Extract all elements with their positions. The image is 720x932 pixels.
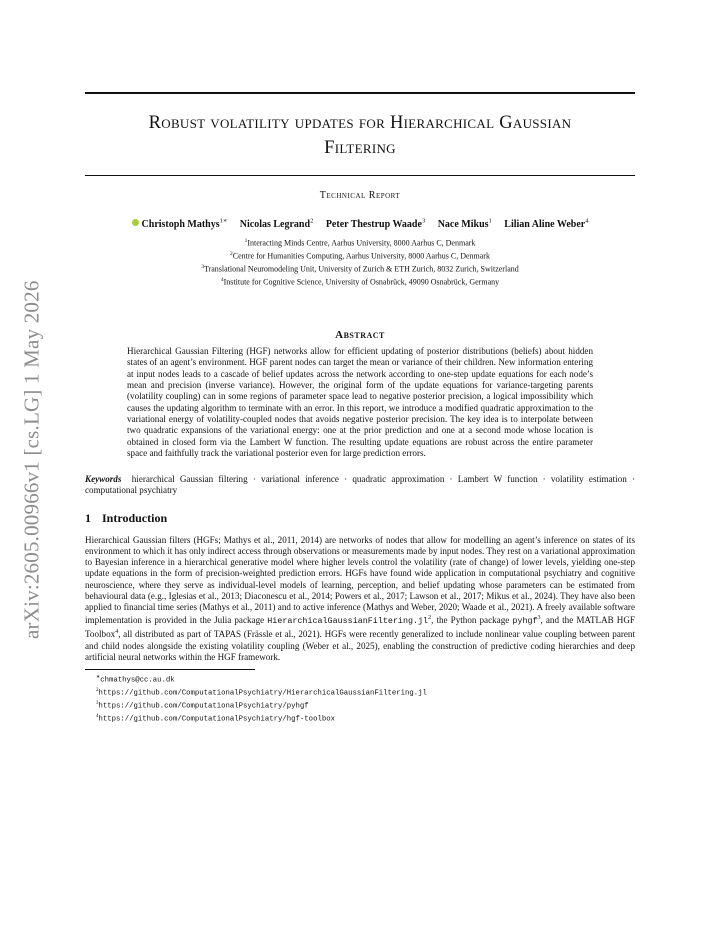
author-5: Lilian Aline Weber$^4$: [504, 218, 589, 231]
author-list: [85, 217, 635, 230]
affiliations: [85, 236, 635, 288]
title-top-rule: [85, 92, 635, 94]
author-2: Nicolas Legrand$^2$: [239, 218, 314, 231]
footnote-toolbox-link[interactable]: $^4$https://github.com/ComputationalPsychiatry/hgf-toolbox: [96, 713, 335, 724]
footnote-pyhgf-link[interactable]: $^3$https://github.com/ComputationalPsychiatry/pyhgf: [96, 700, 309, 711]
affiliation-2: $^2$Centre for Humanities Computing, Aarhus University, 8000 Aarhus C, Denmark: [230, 251, 490, 261]
affiliation-3: $^3$Translational Neuromodeling Unit, University of Zurich & ETH Zurich, 8032 Zurich, Switzerland: [201, 264, 519, 274]
introduction-paragraph: Hierarchical Gaussian filters (HGFs; Mathys et al., 2011, 2014) are networks of nodes that allow for modelling an agent’s inference on states of its environment to which it has only indirect access through observations or measurements made by input nodes. They rest on a variational approximation to Bayesian inference in a hierarchical generative model where higher levels control the volatility (rate of change) of lower levels, yielding one-step update equations in the form of precision-weighted prediction errors. HGFs have found wide application in computational psychiatry and cognitive neuroscience, where they serve as individual-level models of learning, perception, and belief updating whose parameters can be estimated from behavioural data (e.g., Iglesias et al., 2013; Diaconescu et al., 2014; Powers et al., 2017; Lawson et al., 2017; Mikus et al., 2024). They have also been applied to financial time series (Mathys et al., 2011) and to active inference (Mathys and Weber, 2020; Waade et al., 2021). A freely available software implementation is provided in the Julia package $HierarchicalGaussianFiltering.jl^2$, the Python package pyhgf$^3$, and the MATLAB HGF Toolbox$^4$, all distributed as part of TAPAS (Frässle et al., 2021). HGFs were recently generalized to include nonlinear value coupling between parent and child nodes alongside the existing volatility coupling (Weber et al., 2025), enabling the construction of predictive coding hierarchies and deep artificial neural networks within the HGF framework.: [85, 534, 635, 662]
author-3: Peter Thestrup Waade$^3$: [325, 218, 426, 231]
author-1: Christoph Mathys$^{1∗}$: [132, 219, 228, 230]
footnote-ref-3[interactable]: 3: [537, 615, 541, 622]
report-type: Technical Report: [319, 190, 401, 201]
section-number: 1: [85, 510, 91, 525]
affiliation-1: $^1$Interacting Minds Centre, Aarhus University, 8000 Aarhus C, Denmark: [244, 238, 476, 248]
keywords-list: hierarchical Gaussian filtering · variational inference · quadratic approximation · Lambert W function · volatility estimation · computational psychiatry: [85, 474, 636, 496]
footnote-ref-4[interactable]: 4: [115, 629, 119, 636]
keywords-label: Keywords: [85, 474, 122, 485]
arxiv-identifier: arXiv:2605.00966v1 [cs.LG] 1 May 2026: [19, 280, 44, 640]
keywords: [85, 474, 635, 497]
julia-package-name: HierarchicalGaussianFiltering.jl: [267, 616, 429, 627]
footnote-rule: [85, 669, 255, 670]
paper-page: [85, 92, 635, 725]
footnote-email[interactable]: ∗chmathys@cc.au.dk: [96, 675, 175, 685]
title-line-1: Robust volatility updates for Hierarchical Gaussian: [148, 113, 572, 133]
author-4: Nace Mikus$^1$: [437, 218, 492, 231]
footnote-julia-link[interactable]: $^2$https://github.com/ComputationalPsychiatry/HierarchicalGaussianFiltering.jl: [96, 687, 427, 698]
footnote-ref-2[interactable]: 2: [428, 615, 432, 622]
abstract-text: Hierarchical Gaussian Filtering (HGF) networks allow for efficient updating of posterior distributions (beliefs) about hidden states of an agent’s environment. HGF parent nodes can target the mean or variance of their children. New information entering at input nodes leads to a cascade of belief updates across the network according to one-step update equations for each node’s mean and precision (inverse variance). However, the original form of the update equations for variance-targeting parents (volatility coupling) can in some regions of parameter space lead to negative posterior precision, a logical impossibility which causes the updating algorithm to terminate with an error. In this report, we introduce a modified quadratic approximation to the variational energy of volatility-coupled nodes that avoids negative posterior precision. The key idea is to interpolate between two quadratic expansions of the variational energy: one at the prior prediction and one at a second mode whose location is obtained in closed form via the Lambert W function. The resulting update equations are robust across the entire parameter space and faithfully track the variational posterior even for large prediction errors.: [127, 346, 593, 458]
section-heading-introduction: [85, 511, 635, 526]
python-package-name: pyhgf: [512, 616, 538, 627]
section-title: Introduction: [102, 510, 168, 525]
title-bottom-rule: [85, 175, 635, 176]
footnotes: [85, 673, 635, 725]
orcid-icon[interactable]: [132, 219, 139, 226]
paper-title: [85, 111, 635, 161]
affiliation-4: $^4$Institute for Cognitive Science, University of Osnabrück, 49090 Osnabrück, Germany: [220, 277, 500, 287]
abstract-heading: Abstract: [335, 329, 385, 342]
title-line-2: Filtering: [324, 138, 396, 158]
